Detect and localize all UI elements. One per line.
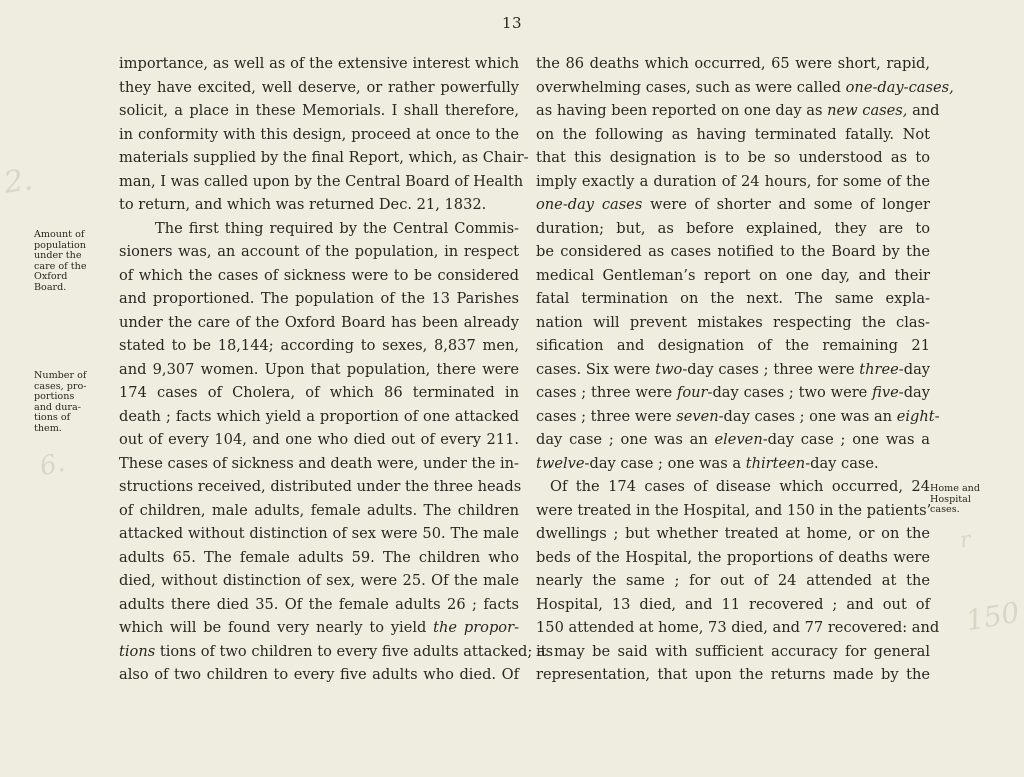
text-run: were of shorter and some of longer bbox=[650, 196, 931, 213]
text-line: of which the cases of sickness were to be considered bbox=[119, 266, 519, 284]
margin-note-line: population bbox=[34, 239, 86, 251]
text-line: materials supplied by the final Report, which, as Chair- bbox=[119, 149, 529, 166]
text-line: on the following as having terminated fatally. Not bbox=[536, 125, 930, 143]
text-line: out of every 104, and one who died out of every 211. bbox=[119, 431, 519, 448]
italic-run: twelve bbox=[536, 454, 585, 472]
italic-run: eight- bbox=[896, 407, 940, 425]
margin-note-line: Board. bbox=[34, 281, 67, 293]
text-line: medical Gentleman’s report on one day, and their bbox=[536, 266, 930, 284]
text-run: overwhelming cases, such as were called bbox=[536, 78, 841, 96]
text-line: they have excited, well deserve, or rather powerfully bbox=[119, 78, 519, 96]
text-run: cases. Six were bbox=[536, 360, 651, 378]
text-line: These cases of sickness and death were, under the in- bbox=[119, 454, 519, 472]
text-line bbox=[536, 76, 954, 100]
text-line: in conformity with this design, proceed at once to the bbox=[119, 125, 519, 143]
text-line: sioners was, an account of the population, in respect bbox=[119, 243, 519, 260]
text-line: sification and designation of the remaining 21 bbox=[536, 337, 930, 354]
text-run: -day cases ; one was an bbox=[718, 407, 893, 425]
text-run: cases ; three were bbox=[536, 407, 672, 425]
italic-run: one-day-cases, bbox=[845, 78, 954, 96]
text-run: -day case ; one was a bbox=[762, 431, 930, 448]
text-line: under the care of the Oxford Board has been already bbox=[119, 313, 519, 331]
text-line bbox=[536, 452, 930, 476]
text-line: death ; facts which yield a proportion of one attacked bbox=[119, 407, 519, 425]
italic-run: tions bbox=[119, 642, 156, 660]
margin-note-line: Number of bbox=[34, 370, 87, 381]
text-line: adults 65. The female adults 59. The children who bbox=[119, 548, 519, 566]
text-line bbox=[119, 616, 519, 640]
right-column bbox=[536, 52, 954, 687]
text-line: to return, and which was returned Dec. 21, 1832. bbox=[119, 196, 487, 213]
text-line: were treated in the Hospital, and 150 in the patients’ bbox=[536, 501, 932, 519]
text-line: representation, that upon the returns made by the bbox=[536, 666, 930, 683]
text-line: stated to be 18,144; according to sexes, 8,837 men, bbox=[119, 337, 519, 354]
text-line: beds of the Hospital, the proportions of deaths were bbox=[536, 548, 930, 566]
text-run: -day bbox=[898, 384, 930, 401]
text-line bbox=[536, 405, 940, 429]
italic-run: five bbox=[872, 384, 899, 401]
margin-note-line: cases, pro- bbox=[34, 380, 87, 392]
text-run: -day bbox=[898, 360, 931, 378]
text-line: be considered as cases notified to the Board by the bbox=[536, 243, 930, 260]
text-run: and bbox=[912, 102, 940, 119]
italic-run: eleven bbox=[714, 431, 763, 448]
text-line: imply exactly a duration of 24 hours, for some of the bbox=[536, 172, 930, 190]
text-line: importance, as well as of the extensive interest which bbox=[119, 55, 519, 72]
margin-note-population bbox=[34, 230, 114, 294]
text-line: structions received, distributed under the three heads bbox=[119, 478, 522, 495]
text-line: man, I was called upon by the Central Board of Health bbox=[119, 172, 524, 190]
margin-note-line: them. bbox=[34, 422, 62, 434]
text-line: and 9,307 women. Upon that population, there were bbox=[119, 360, 519, 378]
faint-pencil-mark: r bbox=[958, 527, 973, 554]
text-line: that this designation is to be so understood as to bbox=[536, 149, 930, 166]
text-run: -day cases ; two were bbox=[707, 384, 868, 401]
text-line: 174 cases of Cholera, of which 86 terminated in bbox=[119, 384, 519, 401]
text-line bbox=[536, 428, 930, 452]
margin-note-line: Amount of bbox=[34, 229, 85, 240]
faint-pencil-mark: 150 bbox=[963, 595, 1022, 638]
faint-pencil-mark: 2. bbox=[1, 162, 35, 201]
text-line: fatal termination on the next. The same expla- bbox=[536, 290, 930, 307]
margin-note-line: care of the bbox=[34, 260, 87, 272]
text-line bbox=[536, 99, 940, 123]
text-line: solicit, a place in these Memorials. I shall therefore, bbox=[119, 102, 519, 119]
text-line: and proportioned. The population of the 13 Parishes bbox=[119, 290, 519, 307]
italic-run: one-day cases bbox=[536, 196, 643, 213]
margin-note-line: cases. bbox=[930, 504, 960, 516]
margin-note-cases bbox=[34, 371, 114, 435]
text-line: 150 attended at home, 73 died, and 77 recovered: and bbox=[536, 619, 940, 636]
text-line: duration; but, as before explained, they are to bbox=[536, 219, 930, 237]
italic-run: the propor- bbox=[433, 619, 519, 636]
text-run: which will be found very nearly to yield bbox=[119, 619, 427, 636]
page-number: 13 bbox=[501, 14, 523, 32]
italic-run: seven bbox=[676, 407, 719, 425]
italic-run: four bbox=[676, 384, 708, 401]
text-run: as having been reported on one day as bbox=[536, 102, 823, 119]
text-line bbox=[536, 358, 930, 382]
text-line: attacked without distinction of sex were 50. The male bbox=[119, 525, 519, 542]
text-line: The first thing required by the Central Commis- bbox=[155, 219, 519, 237]
text-run: cases ; three were bbox=[536, 384, 673, 401]
text-line bbox=[119, 640, 554, 664]
text-line: the 86 deaths which occurred, 65 were short, rapid, bbox=[536, 55, 930, 72]
left-column bbox=[119, 52, 554, 687]
text-run: -day case. bbox=[805, 454, 879, 472]
text-run: -day case ; one was a bbox=[584, 454, 742, 472]
text-line bbox=[536, 193, 930, 217]
text-line: dwellings ; but whether treated at home, or on the bbox=[536, 525, 930, 542]
text-run: day case ; one was an bbox=[536, 431, 708, 448]
text-line: it may be said with sufficient accuracy for general bbox=[536, 642, 930, 660]
margin-note-line: portions bbox=[34, 391, 75, 403]
text-line: adults there died 35. Of the female adults 26 ; facts bbox=[119, 595, 519, 613]
margin-note-line: Home and bbox=[930, 483, 981, 494]
text-line: nation will prevent mistakes respecting the clas- bbox=[536, 313, 930, 331]
text-line bbox=[536, 381, 930, 405]
italic-run: three bbox=[859, 360, 899, 378]
text-line: also of two children to every five adults who died. Of bbox=[119, 666, 519, 683]
text-line: Hospital, 13 died, and 11 recovered ; and out of bbox=[536, 595, 930, 613]
text-run: tions of two children to every five adults attacked; as bbox=[159, 642, 554, 660]
italic-run: thirteen bbox=[745, 454, 806, 472]
margin-note-line: under the bbox=[34, 250, 82, 262]
margin-note-line: and dura- bbox=[34, 401, 81, 413]
text-line: nearly the same ; for out of 24 attended at the bbox=[536, 572, 930, 589]
margin-note-home-hospital bbox=[930, 484, 1020, 516]
text-line: died, without distinction of sex, were 25. Of the male bbox=[119, 572, 519, 589]
text-line: Of the 174 cases of disease which occurred, 24 bbox=[550, 478, 930, 495]
text-run: -day cases ; three were bbox=[682, 360, 855, 378]
margin-note-line: Hospital bbox=[930, 493, 971, 505]
margin-note-line: tions of bbox=[34, 412, 71, 424]
text-line: of children, male adults, female adults. The children bbox=[119, 501, 519, 519]
italic-run: two bbox=[655, 360, 683, 378]
italic-run: new cases, bbox=[827, 102, 908, 119]
margin-note-line: Oxford bbox=[34, 271, 68, 283]
faint-pencil-mark: 6. bbox=[37, 447, 68, 483]
